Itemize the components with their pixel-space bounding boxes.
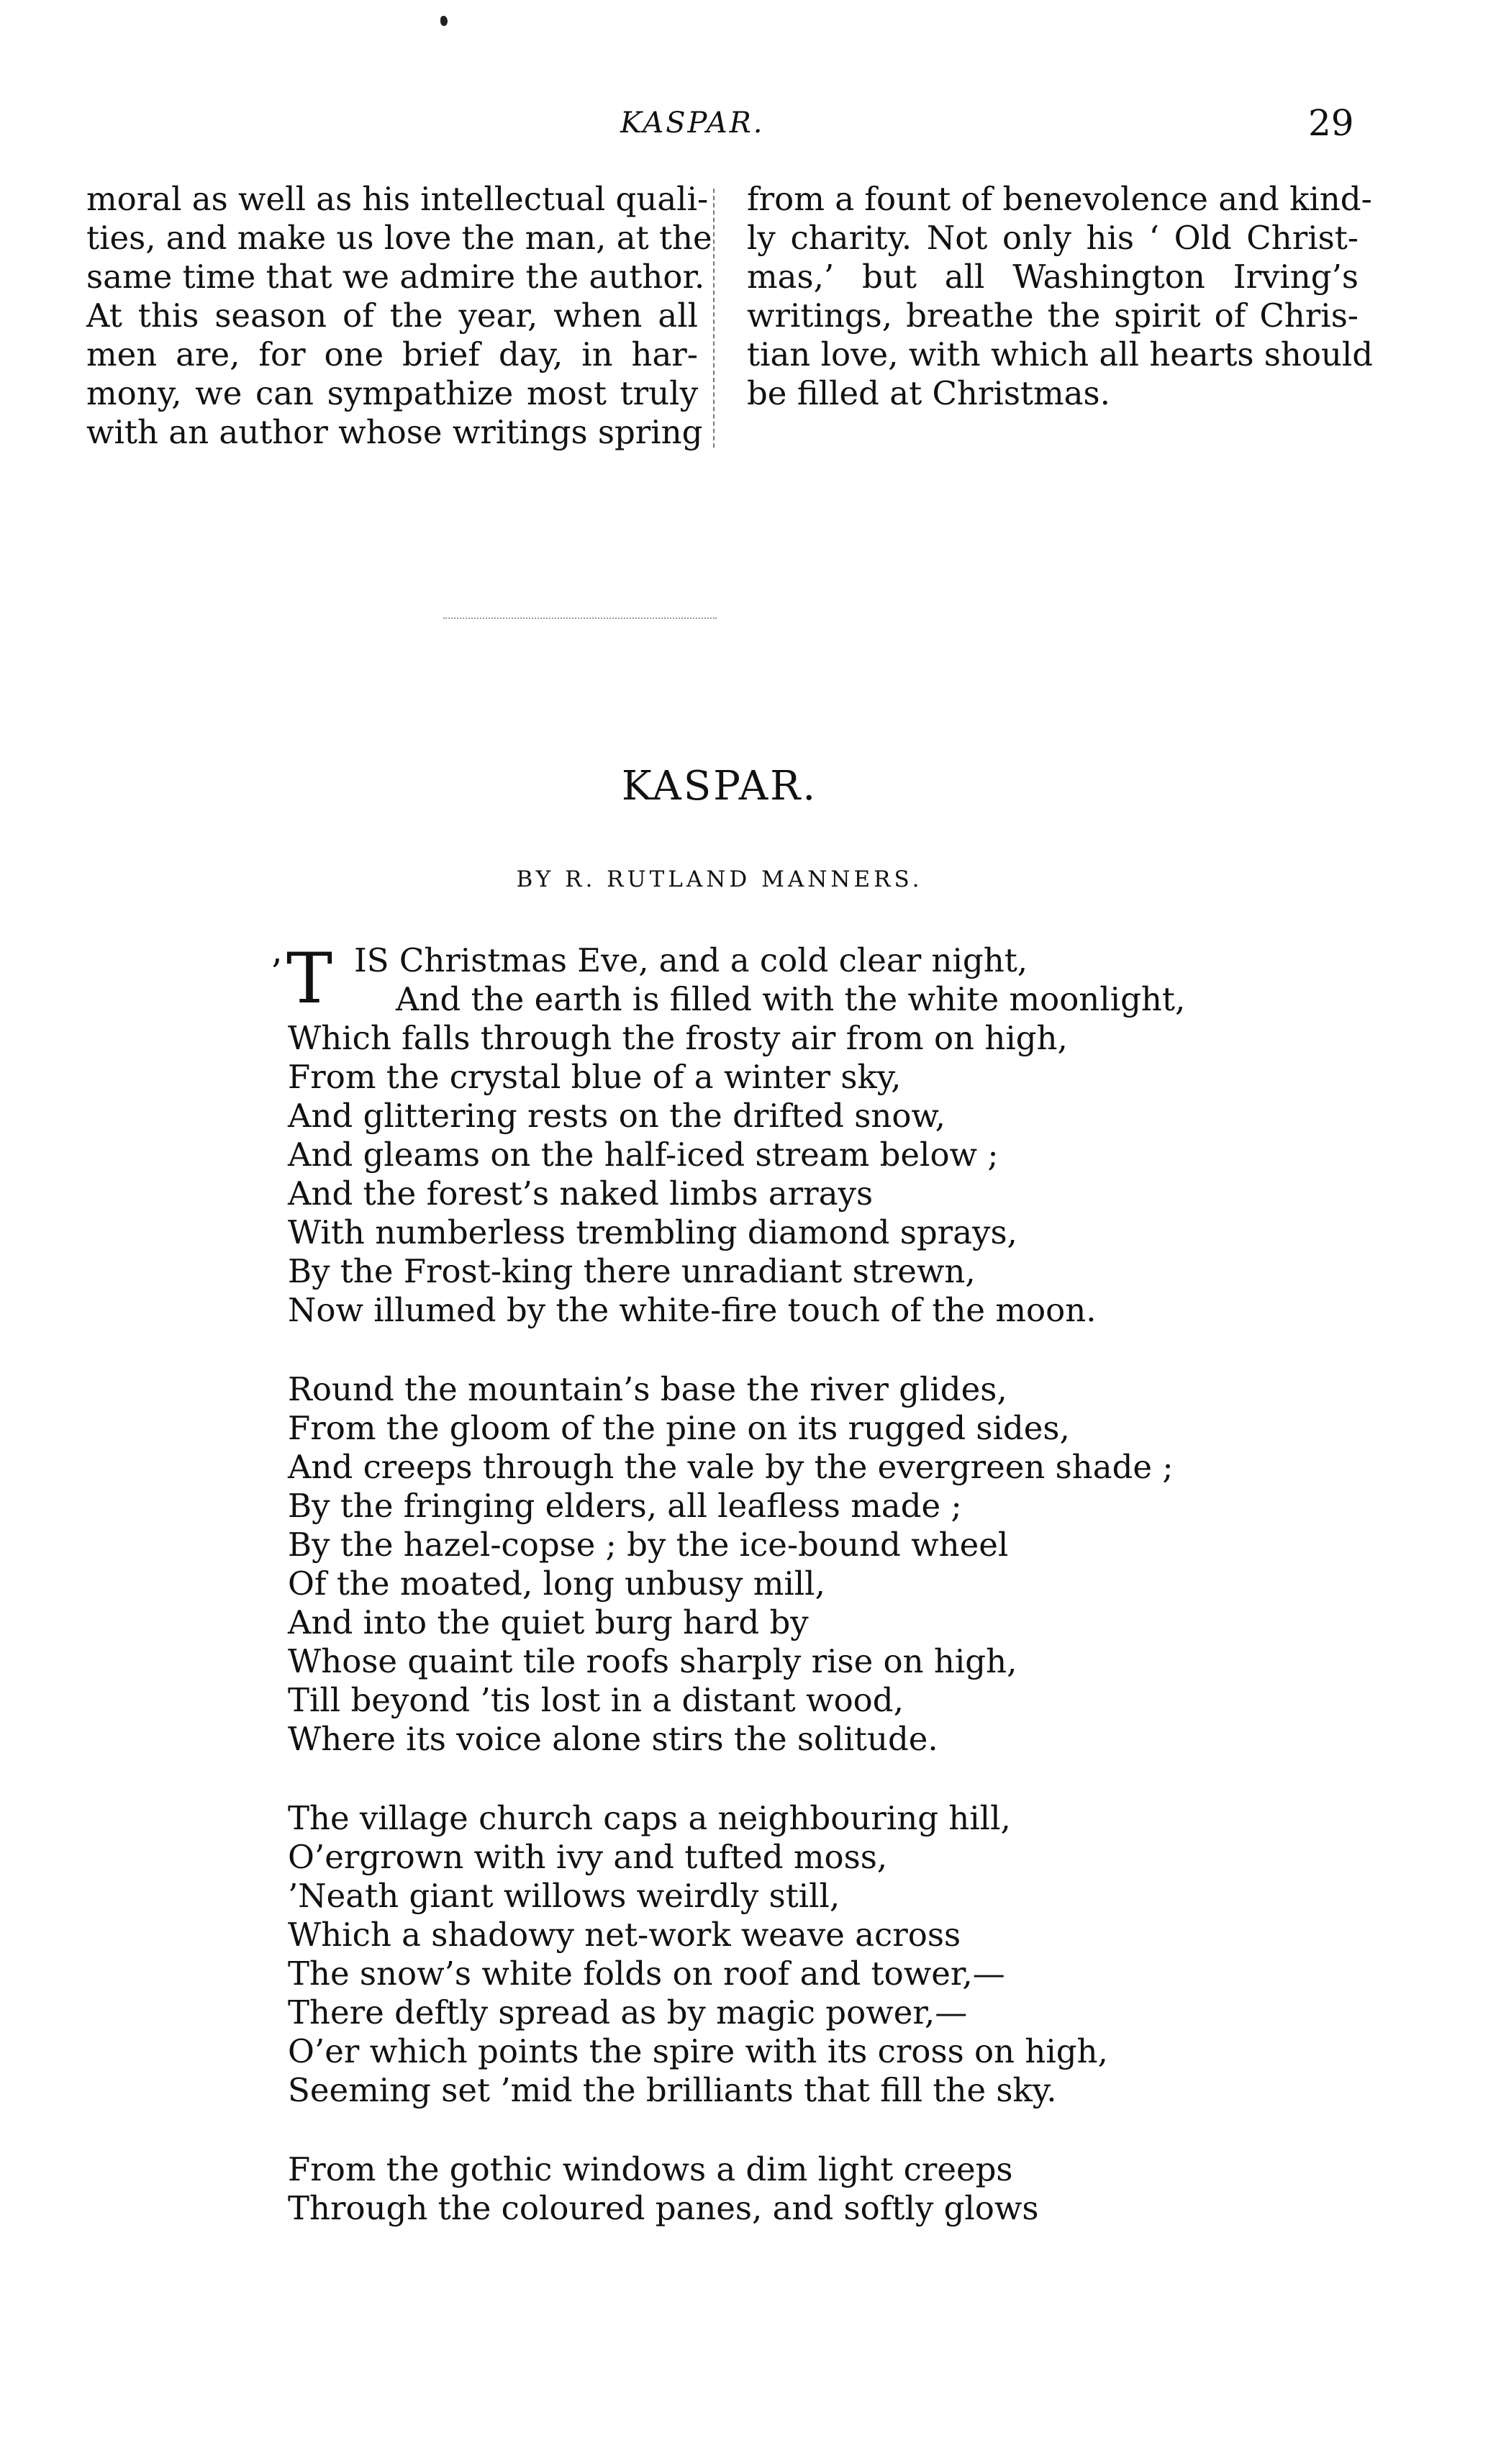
text-line: with an author whose writings spring	[86, 413, 703, 451]
verse-line: From the gloom of the pine on its rugged sides,	[288, 1409, 1070, 1447]
page-number: 29	[1308, 102, 1354, 144]
verse-line: Till beyond ’tis lost in a distant wood,	[288, 1681, 904, 1719]
text-line: men are, for one brief day, in har-	[86, 335, 698, 373]
stanza-2	[288, 1370, 1185, 1759]
verse-line: Seeming set ’mid the brilliants that fill the sky.	[288, 2071, 1057, 2109]
stanza-4	[288, 2150, 1185, 2228]
verse-line: And gleams on the half-iced stream below ;	[288, 1136, 999, 1174]
verse-line: Through the coloured panes, and softly glows	[288, 2189, 1039, 2227]
verse-line: The snow’s white folds on roof and tower,—	[288, 1955, 1005, 1993]
poem-body	[286, 938, 1186, 2268]
left-column-text	[86, 180, 712, 452]
text-line: mony, we can sympathize most truly	[86, 374, 698, 412]
verse-line: And into the quiet burg hard by	[288, 1603, 809, 1641]
verse-line: Whose quaint tile roofs sharply rise on high,	[288, 1642, 1017, 1680]
verse-line: With numberless trembling diamond sprays,	[288, 1213, 1017, 1251]
text-line: tian love, with which all hearts should	[747, 335, 1374, 373]
stanza-1	[286, 938, 1186, 1330]
section-separator	[443, 617, 717, 619]
verse-line: The village church caps a neighbouring hill,	[288, 1799, 1011, 1837]
text-line: ly charity. Not only his ‘ Old Christ-	[747, 219, 1359, 257]
column-divider	[713, 189, 715, 448]
verse-line: Where its voice alone stirs the solitude.	[288, 1720, 938, 1758]
verse-line: Round the mountain’s base the river glides,	[288, 1370, 1007, 1408]
text-line: writings, breathe the spirit of Chris-	[747, 296, 1359, 335]
verse-line: By the fringing elders, all leafless made ;	[288, 1487, 962, 1525]
verse-line: From the crystal blue of a winter sky,	[288, 1058, 902, 1096]
stanza-3	[288, 1799, 1185, 2110]
text-line: mas,’ but all Washington Irving’s	[747, 258, 1359, 296]
verse-line: From the gothic windows a dim light creeps	[288, 2150, 1013, 2188]
verse-line: And glittering rests on the drifted snow,	[288, 1097, 946, 1135]
verse-line: By the hazel-copse ; by the ice-bound wheel	[288, 1526, 1009, 1564]
poem-first-line: IS Christmas Eve, and a cold clear night,	[354, 941, 1028, 979]
verse-line: And the earth is filled with the white moonlight,	[396, 980, 1186, 1018]
verse-line: And the forest’s naked limbs arrays	[288, 1174, 874, 1213]
right-column-text	[747, 180, 1374, 413]
verse-line: Of the moated, long unbusy mill,	[288, 1564, 825, 1603]
verse-line: By the Frost-king there unradiant strewn,	[288, 1252, 976, 1290]
verse-line: There deftly spread as by magic power,—	[288, 1993, 968, 2032]
text-line: moral as well as his intellectual quali-	[86, 180, 709, 218]
drop-cap-letter: T	[286, 938, 333, 1019]
running-title: KASPAR.	[620, 107, 765, 140]
opening-apostrophe: ’	[271, 951, 282, 993]
verse-line: ’Neath giant willows weirdly still,	[288, 1877, 840, 1915]
verse-line: Now illumed by the white-fire touch of the moon.	[288, 1291, 1097, 1329]
verse-line: Which a shadowy net-work weave across	[288, 1916, 961, 1954]
verse-line: O’er which points the spire with its cross on high,	[288, 2032, 1108, 2070]
text-line: At this season of the year, when all	[86, 296, 698, 335]
poem-title: KASPAR.	[621, 763, 818, 810]
text-line: be filled at Christmas.	[747, 374, 1110, 412]
text-line: ties, and make us love the man, at the	[86, 219, 712, 257]
ink-speck	[440, 16, 448, 26]
verse-line: Which falls through the frosty air from on high,	[288, 1019, 1068, 1057]
text-line: same time that we admire the author.	[86, 258, 705, 296]
poem-byline: BY R. RUTLAND MANNERS.	[516, 866, 923, 892]
text-line: from a fount of benevolence and kind-	[747, 180, 1372, 218]
verse-line: O’ergrown with ivy and tufted moss,	[288, 1838, 888, 1876]
verse-line: And creeps through the vale by the evergreen shade ;	[288, 1448, 1174, 1486]
